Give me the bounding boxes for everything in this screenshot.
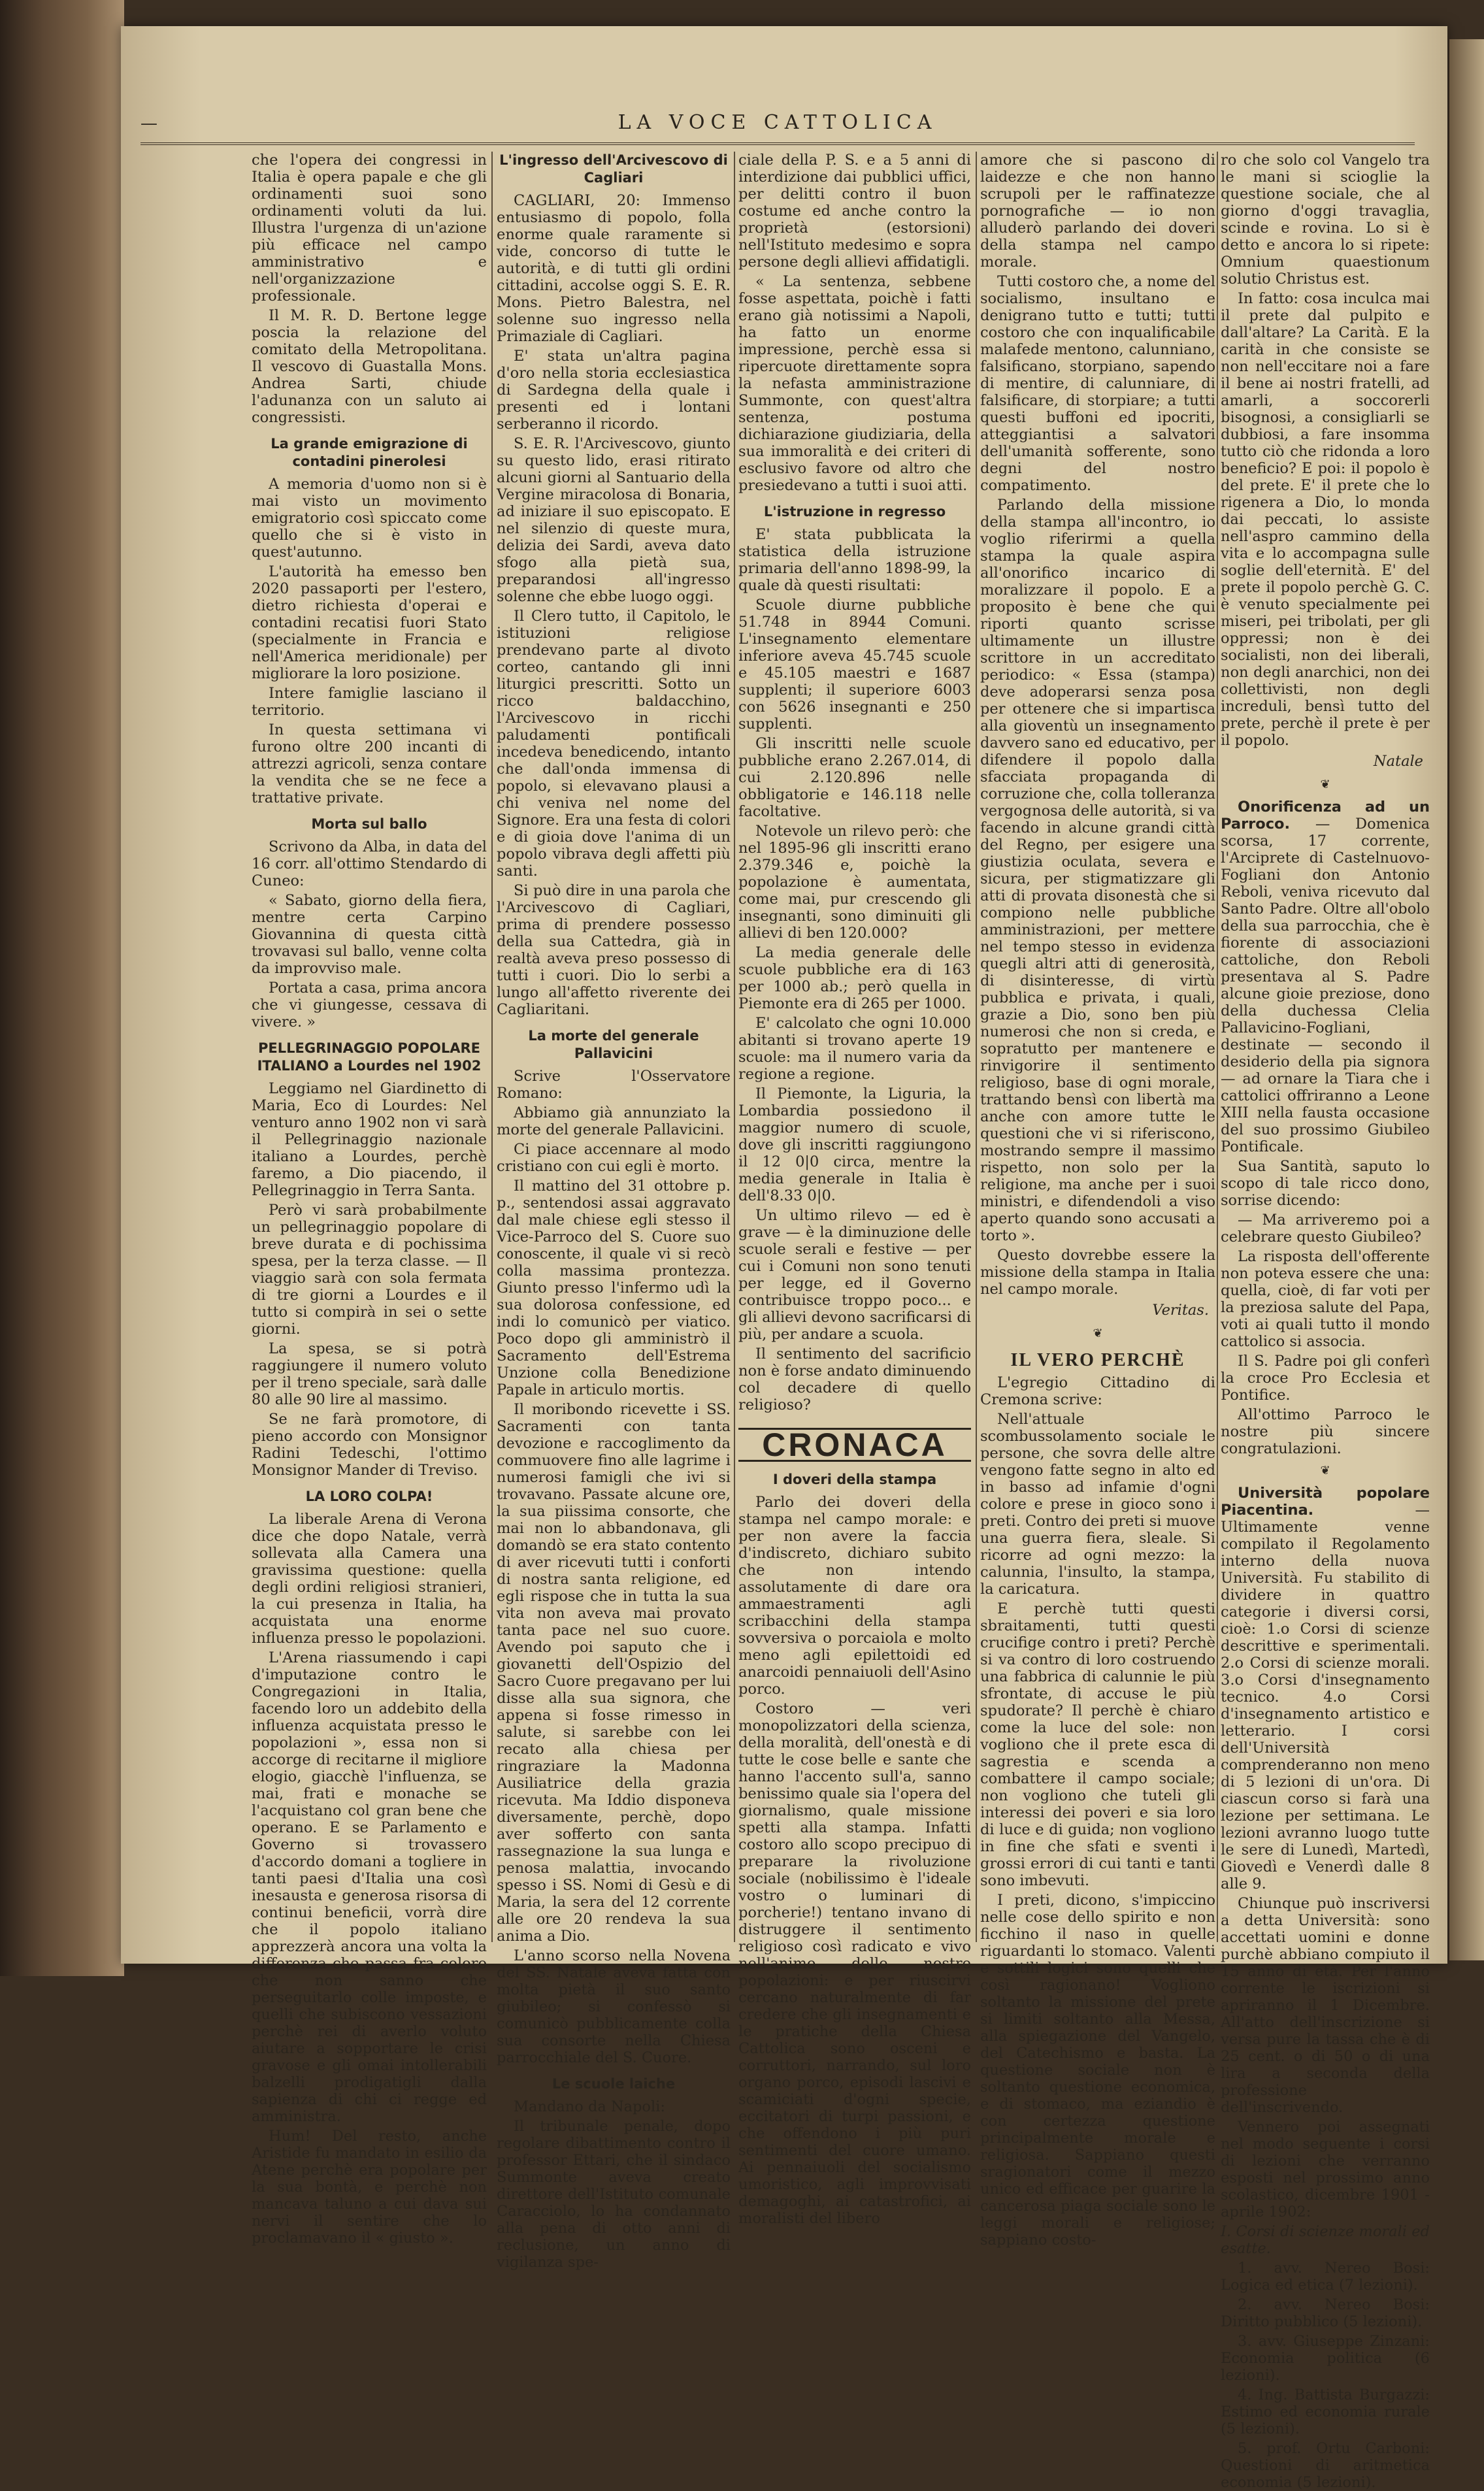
column-rule — [976, 152, 977, 1942]
paragraph: La risposta dell'offerente non poteva essere che una: quella, cioè, di far voti per la preziosa salute del Papa, voti ai quali tutto il mondo cattolico si associa. — [1221, 1248, 1430, 1350]
paragraph: L'autorità ha emesso ben 2020 passaporti per l'estero, dietro richiesta d'operai e contadini recatisi fuori Stato (specialmente in Francia e nell'America meridionale) per migliorare la loro posizione. — [252, 563, 487, 682]
paragraph: Il Piemonte, la Liguria, la Lombardia possiedono il maggior numero di scuole, dove gli inscritti raggiungono il 12 0|0 circa, mentre la media generale in Italia è dell'8.33 0|0. — [738, 1085, 971, 1204]
paragraph: L'egregio Cittadino di Cremona scrive: — [980, 1374, 1215, 1408]
headline-la-loro-colpa: LA LORO COLPA! — [305, 1489, 433, 1504]
paragraph: ciale della P. S. e a 5 anni di interdizione dai pubblici uffici, per delitti contro il buon costume ed anche contro la proprietà (estorsioni) nell'Istituto medesimo e sopra persone degli allievi affidatigli. — [738, 152, 971, 271]
paragraph: Costoro — veri monopolizzatori della scienza, della moralità, dell'onestà e di tutte le cose belle e sante che hanno l'accento sull'a, sanno benissimo quale sia l'opera del giornalismo, quale missione spetti alla stampa. Infatti costoro allo scopo precipuo di preparare la rivoluzione sociale (nobilissimo è l'ideale vostro o luminari di porcherie!) tentano invano di distruggere il sentimento religioso così radicato e vivo nell'animo delle nostre popolazioni: e per riuscirvi cercano naturalmente di far credere che gli insegnamenti e le pratiche della Chiesa Cattolica sono osceni e corruttori, narrando, sul loro organo porco, episodi lascivi e scamiciati d'ogni specie, eccitatori di turpi passioni, e che offendono i più puri sentimenti del cuore umano. Ai pennaiuoli del socialismo umoristico, agli improvvisati demagoghi, ai catastrofici, ai moralisti del libero — [738, 1700, 971, 2227]
paragraph: La spesa, se si potrà raggiungere il numero voluto per il treno speciale, sarà dalle 80 alle 90 lire al massimo. — [252, 1340, 487, 1408]
paragraph: Parlando della missione della stampa all'incontro, io voglio riferirmi a quella stampa la quale aspira all'onorifico incarico di moralizzare il popolo. E a proposito è bene che qui riporti quanto scrisse ultimamente un illustre scrittore in un accreditato periodico: « Essa (stampa) deve adoperarsi senza posa per ottenere che si impartisca alla gioventù un insegnamento davvero sano ed educativo, per difendere il popolo dalla sfacciata propaganda di corruzione che, colla tolleranza vergognosa delle autorità, si va facendo in alcune grandi città del Regno, per esigere una giustizia oculata, severa e sicura, per stigmatizzare gli atti di provata disonestà che si compiono nelle pubbliche amministrazioni, per mettere nel tempo stesso in evidenza quegli altri atti di generosità, di disinteresse, di virtù pubblica e privata, i quali, grazie a Dio, sono ben più numerosi che non si creda, e sopratutto per mantenere e rinvigorire il sentimento religioso, base di ogni morale, trattando bensì con libertà ma anche con amore tutte le questioni che vi si riferiscono, mostrando sempre il massimo rispetto, non solo per la religione, ma anche per i suoi ministri, e difendendoli a viso aperto quando sono accusati a torto ». — [980, 497, 1215, 1244]
paragraph: Portata a casa, prima ancora che vi giungesse, cessava di vivere. » — [252, 980, 487, 1031]
paragraph: che l'opera dei congressi in Italia è opera papale e che gli ordinamenti suoi sono ordinamenti voluti da lui. Illustra l'urgenza di un'azione più efficace nel campo amministrativo e nell'organizzazione professionale. — [252, 152, 487, 305]
paragraph: Gli inscritti nelle scuole pubbliche erano 2.267.014, di cui 2.120.896 nelle obbligatorie e 146.118 nelle facoltative. — [738, 735, 971, 820]
paragraph: E' stata pubblicata la statistica della istruzione primaria dell'anno 1898-99, la quale dà questi risultati: — [738, 526, 971, 594]
paragraph: — Ma arriveremo poi a celebrare questo Giubileo? — [1221, 1212, 1430, 1246]
ornament-icon: ❦ — [1320, 1464, 1330, 1477]
column-2 — [497, 152, 731, 2271]
paragraph: Sua Santità, saputo lo scopo di tale ricco dono, sorrise dicendo: — [1221, 1158, 1430, 1209]
paragraph: All'ottimo Parroco le nostre più sincere congratulazioni. — [1221, 1406, 1430, 1457]
list-item: 1. avv. Nereo Bosi: Logica ed etica (7 lezioni). — [1221, 2260, 1430, 2294]
paragraph — [1221, 1485, 1430, 1892]
paragraph: E' stata un'altra pagina d'oro nella storia ecclesiastica di Sardegna della quale i presenti ed i lontani serberanno il ricordo. — [497, 348, 731, 433]
headline-doveri-stampa: I doveri della stampa — [772, 1472, 937, 1487]
headline-scuole-laiche: Le scuole laiche — [552, 2076, 676, 2092]
paragraph-text: — Domenica scorsa, 17 corrente, l'Arciprete di Castelnuovo-Fogliani don Antonio Reboli, veniva ricevuto dal Santo Padre. Oltre all'obolo della sua parrocchia, che è fiorente di associazioni cattoliche, don Reboli presentava al S. Padre alcune gioie preziose, dono della duchessa Clelia Pallavicino-Fogliani, destinate — secondo il desiderio della pia signora — ad ornare la Tiara che i cattolici offriranno a Leone XIII nella fausta occasione del suo prossimo Giubileo Pontificale. — [1221, 816, 1430, 1155]
masthead — [140, 111, 1415, 145]
paragraph: Leggiamo nel Giardinetto di Maria, Eco di Lourdes: Nel venturo anno 1902 non vi sarà il Pellegrinaggio nazionale italiano a Lourdes, perchè faremo, a Dio piacendo, il Pellegrinaggio in Terra Santa. — [252, 1080, 487, 1199]
paragraph: E' calcolato che ogni 10.000 abitanti si trovano aperte 19 scuole: ma il numero varia da regione a regione. — [738, 1015, 971, 1083]
paragraph: Chiunque può inscriversi a detta Università: sono accettati uomini e donne purchè abbiano compiuto il 15 anno di età. Per l'anno corrente le iscrizioni si apriranno il 1 Dicembre. All'atto dell'inscrizione si versa pure la tassa che è di 25 cent. o di 50 o di una lira a seconda della professione dell'inscrivendo. — [1221, 1895, 1430, 2116]
list-item: 3. avv. Giuseppe Zinzani: Economia politica (6 lezioni). — [1221, 2333, 1430, 2384]
paragraph: Ci piace accennare al modo cristiano con cui egli è morto. — [497, 1141, 731, 1175]
paragraph: Si può dire in una parola che l'Arcivescovo di Cagliari, prima di prendere possesso della sua Cattedra, già in realtà aveva preso possesso di tutti i cuori. Dio lo serbi a lungo all'affetto riverente dei Cagliaritani. — [497, 882, 731, 1018]
list-item: 4. Ing. Battista Burgazzi: Estimo ed economia rurale (5 lezioni). — [1221, 2386, 1430, 2437]
paragraph: Scrive l'Osservatore Romano: — [497, 1068, 731, 1102]
paragraph: Il mattino del 31 ottobre p. p., sentendosi assai aggravato dal male chiese egli stesso il Vice-Parroco del S. Cuore suo conoscente, il quale vi si recò colla massima prontezza. Giunto presso l'infermo udì la sua dolorosa confessione, ed indi lo comunicò per viatico. Poco dopo gli amministrò il Sacramento dell'Estrema Unzione colla Benedizione Papale in articulo mortis. — [497, 1178, 731, 1398]
paragraph: Il sentimento del sacrificio non è forse andato diminuendo col decadere di quello religioso? — [738, 1345, 971, 1413]
paragraph: Questo dovrebbe essere la missione della stampa in Italia nel campo morale. — [980, 1247, 1215, 1298]
paragraph: Mandano da Napoli: — [514, 2098, 665, 2115]
ornament-icon: ❦ — [1320, 778, 1330, 791]
paragraph: « Sabato, giorno della fiera, mentre certa Carpino Giovannina di questa città trovavasi sul ballo, venne colta da improvviso male. — [252, 892, 487, 977]
headline-istruzione-regresso: L'istruzione in regresso — [763, 504, 946, 520]
paragraph: Tutti costoro che, a nome del socialismo, insultano e denigrano tutto e tutti; tutti costoro che con inqualificabile malafede mentono, calunniano, falsificano, storpiano, sapendo di mentire, di calunniare, di falsificare, di storpiare; a tutti questi buffoni ed ipocriti, atteggiantisi a salvatori dell'umanità sofferente, sono degni del nostro compatimento. — [980, 273, 1215, 494]
column-rule — [734, 152, 735, 1942]
paragraph: Nell'attuale scombussolamento sociale le persone, che sovra delle altre vengono fatte segno in alto ed in basso ad infamie d'ogni colore e prese in gioco sono i preti. Contro dei preti si muove una guerra fiera, sleale. Si ricorre ad ogni mezzo: la calunnia, l'insulto, la stampa, la caricatura. — [980, 1411, 1215, 1598]
paragraph: Scrivono da Alba, in data del 16 corr. all'ottimo Stendardo di Cuneo: — [252, 838, 487, 889]
page-number: — — [140, 114, 159, 133]
paragraph: Il moribondo ricevette i SS. Sacramenti con tanta devozione e raccoglimento da commuovere fino alle lagrime i numerosi famigli che ivi si trovavano. Passate alcune ore, la sua piissima consorte, che mai non lo abbandonava, gli domandò se era stato contento di aver ricevuti tutti i conforti di nostra santa religione, ed egli rispose che in tutta la sua vita non aveva mai provato tanta pace nel suo cuore. Avendo poi saputo che i giovanetti dell'Ospizio del Sacro Cuore pregavano per lui disse alla sua signora, che appena si fosse rimesso in salute, si sarebbe con lei recato alla chiesa per ringraziare la Madonna Ausiliatrice della grazia ricevuta. Ma Iddio disponeva diversamente, perchè, dopo aver sofferto con santa rassegnazione la sua lunga e penosa malattia, invocando spesso i SS. Nomi di Gesù e di Maria, la sera del 12 corrente alle ore 20 rendeva la sua anima a Dio. — [497, 1401, 731, 1945]
headline-emigrazione: La grande emigrazione di contadini pinerolesi — [271, 436, 468, 469]
ornament-icon: ❦ — [1093, 1327, 1103, 1340]
list-heading: I. Corsi di scienze morali ed esatte. — [1221, 2223, 1430, 2257]
list-item: 5. prof. Ortu Carboni: Questioni di aritmetica economia (5 lezioni). — [1221, 2440, 1430, 2491]
paragraph: S. E. R. l'Arcivescovo, giunto su questo lido, erasi ritirato alcuni giorni al Santuario della Vergine miracolosa di Bonaria, ad iniziare il suo episcopato. E nel silenzio di queste mura, delizia dei Sardi, aveva dato sfogo alla pietà sua, preparandosi all'ingresso solenne che ebbe luogo oggi. — [497, 435, 731, 605]
paragraph: ro che solo col Vangelo tra le mani si scioglie la questione sociale, che al giorno d'oggi travaglia, scinde e rovina. Lo si è detto e ancora lo si ripete: Omnium quaestionum solutio Christus est. — [1221, 152, 1430, 288]
paragraph: A memoria d'uomo non si è mai visto un movimento emigratorio così spiccato come quello che si è visto in quest'autunno. — [252, 476, 487, 561]
headline-pellegrinaggio: PELLEGRINAGGIO POPOLARE ITALIANO a Lourdes nel 1902 — [257, 1040, 482, 1074]
column-4 — [980, 152, 1215, 2249]
paragraph: Il S. Padre poi gli conferì la croce Pro Ecclesia et Pontifice. — [1221, 1353, 1430, 1404]
paragraph: Il M. R. D. Bertone legge poscia la relazione del comitato della Metropolitana. Il vescovo di Guastalla Mons. Andrea Sarti, chiude l'adunanza con un saluto ai congressisti. — [252, 307, 487, 426]
paragraph: L'Arena riassumendo i capi d'imputazione contro le Congregazioni in Italia, facendo loro un addebito della influenza acquistata presso le popolazioni », essa non si accorge di recitarne il migliore elogio, giacchè l'influenza, se mai, frati e monache se l'acquistano col gran bene che operano. E se Parlamento e Governo si trovassero d'accordo domani a togliere in tanti paesi d'Italia una così inesausta e generosa risorsa di continui beneficii, vorrà dire che il popolo italiano apprezzerà ancora una volta la differenza che passa fra coloro che non sanno che perseguitarlo colle imposte, e quelli che subiscono vessazioni perchè rei di averlo voluto aiutare a sopportare le crisi gravose e gli omai intollerabili balzelli prodigatigli dalla sapienza di chi ci regge ed amministra. — [252, 1649, 487, 2125]
paragraph: Parlo dei doveri della stampa nel campo morale: e per non avere la faccia d'indiscreto, dichiaro subito che non intendo assolutamente di dare ora ammaestramenti agli scribacchini della stampa sovversiva o porcaiola e molto meno agli epilettoidi ed anarcoidi pennaiuoli dell'Asino porco. — [738, 1494, 971, 1698]
paragraph: Notevole un rilevo però: che nel 1895-96 gli inscritti erano 2.379.346 e, poichè la popolazione è aumentata, come mai, pur crescendo gli insegnanti, sono diminuiti gli allievi di ben 120.000? — [738, 823, 971, 942]
headline-il-vero-perche: IL VERO PERCHÈ — [1010, 1350, 1185, 1370]
paragraph: Se ne farà promotore, di pieno accordo con Monsignor Radini Tedeschi, l'ottimo Monsignor Mander di Treviso. — [252, 1411, 487, 1479]
paragraph: Hum! Del resto, anche Aristide fu mandato in esilio da Atene perchè era popolare per la sua bontà, e perchè non mancava taluno a cui dava sui nervi il sentire che lo proclamavano il « giusto ». — [252, 2128, 487, 2247]
paragraph: CAGLIARI, 20: Immenso entusiasmo di popolo, folla enorme quale raramente si vide, concorso di tutte le autorità, e di tutti gli ordini cittadini, accolse oggi S. E. R. Mons. Pietro Balestra, nel solenne suo ingresso nella Primaziale di Cagliari. — [497, 192, 731, 345]
paragraph: Scuole diurne pubbliche 51.748 in 8944 Comuni. L'insegnamento elementare inferiore aveva 45.745 scuole e 45.105 maestri e 1687 supplenti; il superiore 6003 con 5626 insegnanti e 250 supplenti. — [738, 597, 971, 733]
section-banner-cronaca: CRONACA — [738, 1428, 971, 1462]
headline-ingresso-arcivescovo: L'ingresso dell'Arcivescovo di Cagliari — [499, 152, 728, 186]
paragraph: La media generale delle scuole pubbliche era di 163 per 1000 ab.; però quella in Piemonte era di 265 per 1000. — [738, 944, 971, 1012]
paragraph: Però vi sarà probabilmente un pellegrinaggio popolare di breve durata e di pochissima spesa, per la terza classe. — Il viaggio sarà con sola fermata di tre giorni a Lourdes e il tutto si compirà in sei o sette giorni. — [252, 1202, 487, 1338]
headline-onorificenza: Onorificenza ad un Parroco. — [1221, 799, 1430, 833]
paragraph: In questa settimana vi furono oltre 200 incanti di attrezzi agricoli, senza contare la vendita che se ne fece a trattative private. — [252, 721, 487, 806]
column-5-text — [1221, 152, 1430, 2491]
headline-morta-sul-ballo: Morta sul ballo — [311, 816, 427, 832]
column-1 — [252, 152, 487, 2247]
paragraph: I preti, dicono, s'impiccino nelle cose dello spirito e non ficchino il naso in quelle riguardanti lo stomaco. Valenti e sottili logici sono quelli che così ragionano! Vogliono soltanto la missione del prete si limiti soltanto alla Messa, alla spiegazione del Vangelo, del Catechismo e basta. La questione sociale non è soltanto questione economica, e di stomaco, ma eziandio è con certezza questione principalmente morale e religiosa. Sappiano questi sragionatori come il mezzo unico ed efficace per guarire la cancerosa piaga sociale sono le leggi morali e religiose; sappiano costo- — [980, 1892, 1215, 2249]
paragraph: Intere famiglie lasciano il territorio. — [252, 685, 487, 719]
paragraph: L'anno scorso nella Novena del SS. Natale aveva fatta con molta pietà il suo santo giubileo; si confessò si comunicò pubblicamente colla sua consorte nella Chiesa parrocchiale del S. Cuore. — [497, 1947, 731, 2066]
paragraph: Il Clero tutto, il Capitolo, le istituzioni religiose prendevano parte al divoto corteo, cantando gli inni liturgici prescritti. Sotto un ricco baldacchino, l'Arcivescovo in ricchi paludamenti pontificali incedeva benedicendo, intanto che dall'onda immensa di popolo, si elevavano plausi a chi veniva nel nome del Signore. Era una festa di colori e di gioia dove l'anima di un popolo vibrava degli affetti più santi. — [497, 608, 731, 880]
list-item: 2. avv. Nereo Bosi: Diritto pubblico (5 lezioni). — [1221, 2296, 1430, 2330]
newspaper-title: LA VOCE CATTOLICA — [618, 111, 938, 134]
paragraph: La liberale Arena di Verona dice che dopo Natale, verrà sollevata alla Camera una gravissima questione: quella degli ordini religiosi stranieri, la cui presenza in Italia, ha acquistata una enorme influenza presso le popolazioni. — [252, 1511, 487, 1647]
paragraph: amore che si pascono di laidezze e che non hanno scrupoli per le raffinatezze pornografiche — io non alluderò parlando dei doveri della stampa nel campo morale. — [980, 152, 1215, 271]
paragraph: Abbiamo già annunziato la morte del generale Pallavicini. — [497, 1104, 731, 1138]
paragraph: Un ultimo rilevo — ed è grave — è la diminuzione delle scuole serali e festive — per cui i Comuni non sono tenuti per legge, ed il Governo contribuisce troppo poco... e gli allievi devono sacrificarsi di più, per andare a scuola. — [738, 1207, 971, 1343]
paragraph: Il tribunale penale, dopo regolare dibattimento contro il professor Ettari, che il sindaco Summonte aveva creato direttore dell'Istituto comunale Caracciolo, lo ha condannato alla pena di otto anni di reclusione, un anno di vigilanza spe- — [497, 2118, 731, 2271]
signature: Veritas. — [1152, 1302, 1209, 1319]
column-3 — [738, 152, 971, 2227]
headline-morte-generale: La morte del generale Pallavicini — [528, 1028, 699, 1061]
column-rule — [491, 152, 493, 1942]
headline-universita-popolare: Università popolare Piacentina. — [1221, 1485, 1430, 1519]
column-rule — [1217, 152, 1218, 1942]
column-5 — [1221, 152, 1455, 2491]
book-binding — [0, 0, 124, 1976]
paragraph: « La sentenza, sebbene fosse aspettata, poichè i fatti erano già notissimi a Napoli, ha fatto un enorme impressione, perchè essa si ripercuote direttamente sopra la nefasta amministrazione Summonte, con quest'altra sentenza, postuma dichiarazione giudiziaria, della sua immoralità e dei criteri di esclusivo favore od altro che presiedevano a tutti i suoi atti. — [738, 273, 971, 494]
paragraph-text: — Ultimamente venne compilato il Regolamento interno della nuova Università. Fu stabilito di dividere in quattro categorie i diversi corsi, cioè: 1.o Corsi di scienze descrittive e sperimentali. 2.o Corsi di scienze morali. 3.o Corsi d'insegnamento tecnico. 4.o Corsi d'insegnamento artistico e letterario. I corsi dell'Università comprenderanno non meno di 5 lezioni di un'ora. Di ciascun corso si farà una lezione per settimana. Le lezioni avranno luogo tutte le sere di Lunedì, Martedì, Giovedì e Venerdì dalle 8 alle 9. — [1221, 1502, 1430, 1892]
paragraph: In fatto: cosa inculca mai il prete dal pulpito e dall'altare? La Carità. E la carità in che consiste se non nell'eccitare noi a fare il bene ai nostri fratelli, ad amarli, a soccorerli bisognosi, a consigliarli se dubbiosi, a fare insomma tutto ciò che ridonda a loro beneficio? E poi: il popolo è del prete. E' il prete che lo rigenera a Dio, lo monda dai peccati, lo assiste nell'aspro cammino della vita e lo accompagna sulle soglie dell'eternità. E' del prete il popolo perchè G. C. è venuto specialmente pei miseri, pei tribolati, per gli oppressi; non è dei socialisti, non dei liberali, non degli anarchici, non dei collettivisti, non degli increduli, bensì tutto del prete, perchè il prete è per il popolo. — [1221, 290, 1430, 749]
paragraph: E perchè tutti questi sbraitamenti, tutti questi crucifige contro i preti? Perchè si va contro di loro costruendo una fabbrica di calunnie le più sfrontate, di accuse le più spudorate? Il perchè è chiaro come la luce del sole: non vogliono che il prete esca di sagrestia e scenda a combattere il campo sociale; non vogliono che tuteli gli interessi dei poveri e sia loro di luce e di guida; non vogliono in fine che sfati e sventi i grossi errori di cui tanti e tanti sono imbevuti. — [980, 1600, 1215, 1889]
paragraph: Vennero poi assegnati nel modo seguente i corsi di lezioni che verranno esposti nel prossimo anno scolastico, dicembre 1901 - aprile 1902: — [1221, 2119, 1430, 2220]
paragraph — [1221, 799, 1430, 1155]
signature: Natale — [1373, 753, 1423, 770]
